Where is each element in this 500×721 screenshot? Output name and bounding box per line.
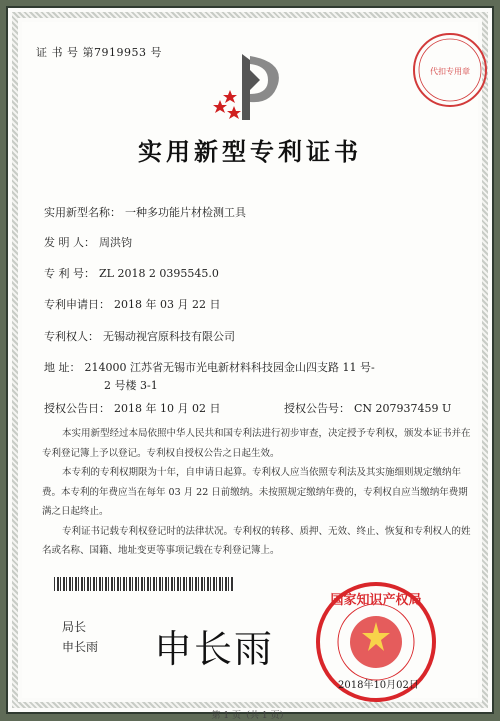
agency-stamp-text: 代扣专用章 (430, 67, 470, 76)
certificate-frame (6, 6, 494, 721)
field-value: 214000 江苏省无锡市光电新材料科技园金山四支路 11 号- (84, 361, 375, 374)
director-name: 申长雨 (62, 640, 99, 654)
field-label: 实用新型名称： (44, 206, 121, 219)
body-paragraph: 本实用新型经过本局依照中华人民共和国专利法进行初步审查，决定授予专利权，颁发本证书并在专利登记簿上予以登记。专利权自授权公告之日起生效。 (42, 428, 471, 459)
field-value: 无锡动视宫原科技有限公司 (103, 330, 235, 343)
certificate-body (42, 424, 472, 561)
director-signature: 申长雨 (154, 627, 275, 671)
field-application-date (44, 296, 220, 312)
page-footer: 第 1 页（共 1 页） (211, 711, 289, 721)
field-value: CN 207937459 U (354, 402, 452, 415)
field-grant-date (44, 400, 220, 416)
field-value: 2018 年 10 月 02 日 (114, 402, 221, 415)
field-label: 专利申请日： (44, 298, 110, 311)
seal-date: 2018年10月02日 (338, 680, 419, 691)
certificate-title: 实用新型专利证书 (138, 137, 362, 166)
field-value: 一种多功能片材检测工具 (125, 206, 246, 219)
field-value: 2018 年 03 月 22 日 (114, 298, 221, 311)
field-patent-number (44, 265, 219, 281)
director-title: 局长 (62, 620, 87, 634)
field-label: 授权公告号： (284, 402, 350, 415)
field-grant-number (284, 400, 451, 416)
field-utility-model-name (44, 204, 246, 220)
patent-office-logo (212, 50, 292, 126)
field-label: 发 明 人： (44, 236, 95, 249)
field-value: ZL 2018 2 0395545.0 (99, 267, 219, 280)
barcode (54, 577, 234, 591)
field-label: 专利权人： (44, 330, 99, 343)
field-inventor (44, 234, 132, 250)
body-paragraph: 专利证书记载专利权登记时的法律状况。专利权的转移、质押、无效、终止、恢复和专利权人的姓名或名称、国籍、地址变更等事项记载在专利登记簿上。 (42, 525, 471, 556)
field-value: 2 号楼 3-1 (104, 379, 158, 392)
certificate-number: 证 书 号 第7919953 号 (36, 46, 162, 59)
field-patentee (44, 328, 235, 344)
certificate-page (22, 22, 478, 721)
field-address-line2 (100, 377, 158, 393)
field-label: 地 址： (44, 361, 81, 374)
field-label: 授权公告日： (44, 402, 110, 415)
field-value: 周洪钧 (99, 236, 132, 249)
field-address (44, 359, 375, 375)
body-paragraph: 本专利的专利权期限为十年，自申请日起算。专利权人应当依照专利法及其实施细则规定缴纳年费。本专利的年费应当在每年 03 月 22 日前缴纳。未按照规定缴纳年费的，专利权自应当缴纳年费期满之日起终止。 (42, 467, 468, 517)
national-seal-text: 国家知识产权局 (330, 593, 422, 608)
field-label: 专 利 号： (44, 267, 95, 280)
agency-stamp (410, 30, 490, 110)
